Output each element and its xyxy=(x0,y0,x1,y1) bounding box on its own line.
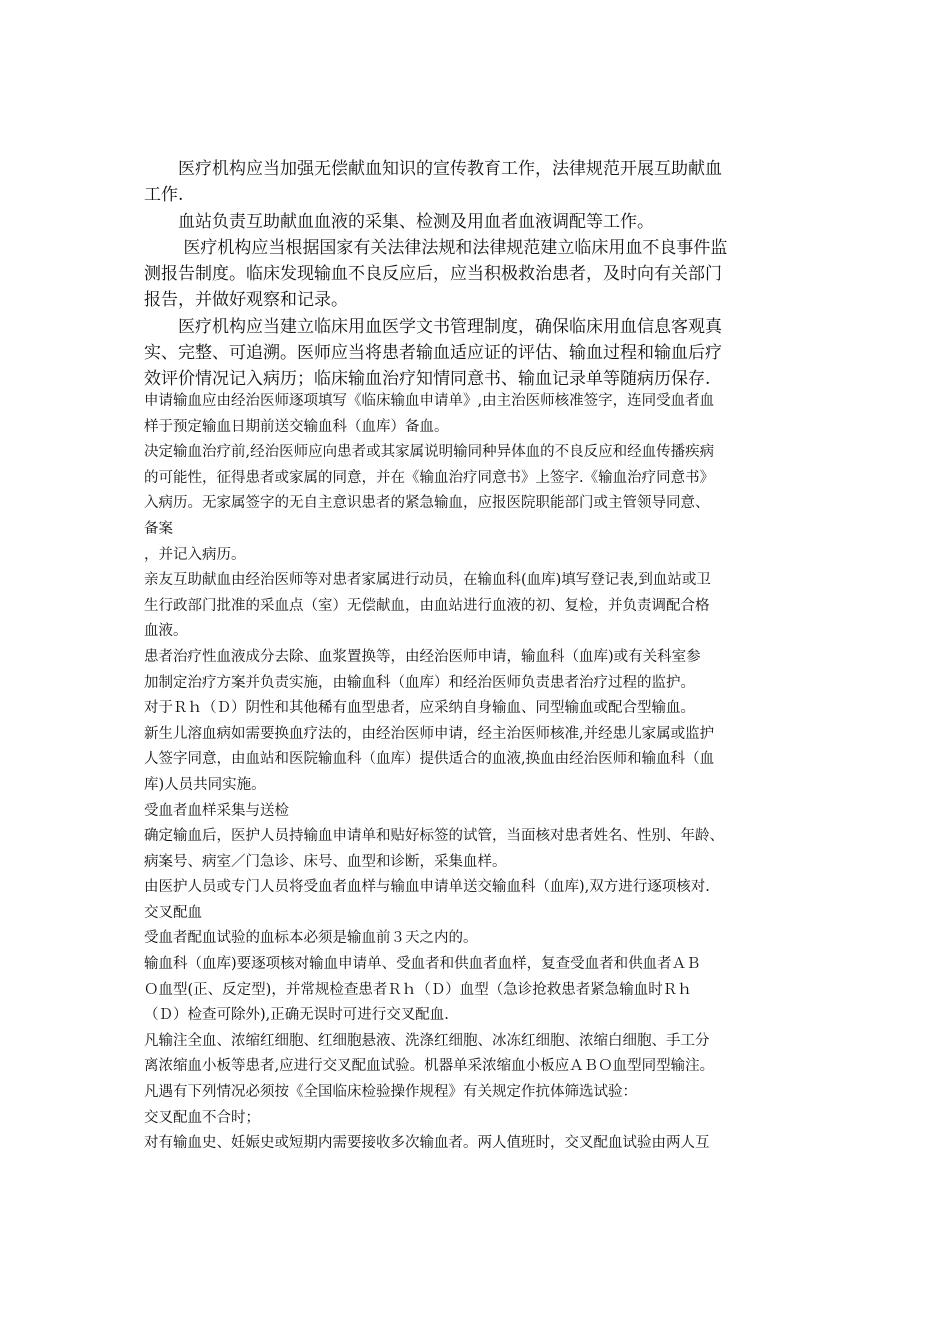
paragraph xyxy=(144,875,824,901)
paragraph xyxy=(144,952,824,1029)
text-line: 凡遇有下列情况必须按《全国临床检验操作规程》有关规定作抗体筛选试验： xyxy=(144,1084,637,1101)
paragraph xyxy=(144,645,824,696)
text-line: 由医护人员或专门人员将受血者血样与输血申请单送交输血科（血库),双方进行逐项核对. xyxy=(144,879,710,896)
paragraph xyxy=(144,1080,824,1106)
text-line: ，并记入病历。 xyxy=(144,546,246,563)
text-line: 库)人员共同实施。 xyxy=(144,776,266,793)
paragraph xyxy=(144,1106,824,1132)
text-line: 申请输血应由经治医师逐项填写《临床输血申请单》,由主治医师核准签字，连同受血者血 xyxy=(144,393,715,409)
paragraph xyxy=(144,209,824,235)
text-line: 对于Ｒｈ（Ｄ）阴性和其他稀有血型患者，应采纳自身输血、同型输血或配合型输血。 xyxy=(144,700,695,717)
text-line: 工作. xyxy=(144,185,184,206)
text-line: Ｏ血型(正、反定型)，并常规检查患者Ｒｈ（Ｄ）血型（急诊抢救患者紧急输血时Ｒｈ xyxy=(144,981,692,998)
text-line: 血站负责互助献血血液的采集、检测及用血者血液调配等工作。 xyxy=(144,211,654,232)
paragraph xyxy=(144,1029,824,1080)
text-line: 受血者配血试验的血标本必须是输血前３天之内的。 xyxy=(144,930,478,947)
text-line: 报告，并做好观察和记录。 xyxy=(144,290,348,311)
text-line: 离浓缩血小板等患者,应进行交叉配血试验。机器单采浓缩血小板应ＡＢＯ血型同型输注。 xyxy=(144,1058,715,1075)
text-line: 医疗机构应当建立临床用血医学文书管理制度，确保临床用血信息客观真 xyxy=(144,316,722,337)
text-line: 血液。 xyxy=(144,623,188,640)
paragraph xyxy=(144,901,824,927)
text-line: 交叉配血不合时； xyxy=(144,1109,260,1126)
body-text-small xyxy=(144,389,824,1157)
text-line: 加制定治疗方案并负责实施，由输血科（血库）和经治医师负责患者治疗过程的监护。 xyxy=(144,674,695,691)
text-line: 凡输注全血、浓缩红细胞、红细胞悬液、洗涤红细胞、冰冻红细胞、浓缩白细胞、手工分 xyxy=(144,1032,710,1049)
paragraph xyxy=(144,389,824,440)
paragraph xyxy=(144,568,824,645)
text-line: 亲友互助献血由经治医师等对患者家属进行动员，在输血科(血库)填写登记表,到血站或卫 xyxy=(144,572,711,589)
text-line: 交叉配血 xyxy=(144,904,202,921)
text-line: 样于预定输血日期前送交输血科（血库）备血。 xyxy=(144,418,449,435)
text-line: 输血科（血库)要逐项核对输血申请单、受血者和供血者血样，复查受血者和供血者ＡＢ xyxy=(144,956,701,973)
paragraph xyxy=(144,440,824,568)
text-line: 备案 xyxy=(144,520,173,537)
text-line: 新生儿溶血病如需要换血疗法的，由经治医师申请，经主治医师核准,并经患儿家属或监护 xyxy=(144,725,715,742)
text-line: 决定输血治疗前,经治医师应向患者或其家属说明输同种异体血的不良反应和经血传播疾病 xyxy=(144,444,715,461)
text-line: 测报告制度。临床发现输血不良反应后，应当积极救治患者，及时向有关部门 xyxy=(144,264,722,285)
text-line: 入病历。无家属签字的无自主意识患者的紧急输血，应报医院职能部门或主管领导同意、 xyxy=(144,495,710,512)
paragraph xyxy=(144,696,824,722)
paragraph xyxy=(144,926,824,952)
paragraph xyxy=(144,156,824,209)
paragraph xyxy=(144,235,824,314)
paragraph xyxy=(144,314,824,393)
text-line: 效评价情况记入病历；临床输血治疗知情同意书、输血记录单等随病历保存. xyxy=(144,369,711,390)
text-line: 受血者血样采集与送检 xyxy=(144,802,289,819)
text-line: 的可能性，征得患者或家属的同意，并在《输血治疗同意书》上签字.《输血治疗同意书》 xyxy=(144,469,715,486)
text-line: 医疗机构应当根据国家有关法律法规和法律规范建立临床用血不良事件监 xyxy=(144,237,728,258)
text-line: 患者治疗性血液成分去除、血浆置换等，由经治医师申请，输血科（血库)或有关科室参 xyxy=(144,648,701,665)
text-line: （Ｄ）检查可除外),正确无误时可进行交叉配血. xyxy=(144,1007,449,1024)
text-line: 病案号、病室／门急诊、床号、血型和诊断，采集血样。 xyxy=(144,853,507,870)
text-line: 生行政部门批准的采血点（室）无偿献血，由血站进行血液的初、复检，并负责调配合格 xyxy=(144,597,710,614)
paragraph xyxy=(144,824,824,875)
text-line: 对有输血史、妊娠史或短期内需要接收多次输血者。两人值班时，交叉配血试验由两人互 xyxy=(144,1135,710,1152)
paragraph xyxy=(144,1131,824,1157)
text-line: 实、完整、可追溯。医师应当将患者输血适应证的评估、输血过程和输血后疗 xyxy=(144,343,722,364)
text-line: 医疗机构应当加强无偿献血知识的宣传教育工作，法律规范开展互助献血 xyxy=(144,159,722,179)
paragraph xyxy=(144,722,824,799)
text-line: 人签字同意，由血站和医院输血科（血库）提供适合的血液,换血由经治医师和输血科（血 xyxy=(144,751,715,768)
paragraph xyxy=(144,799,824,825)
text-line: 确定输血后，医护人员持输血申请单和贴好标签的试管，当面核对患者姓名、性别、年龄、 xyxy=(144,828,724,845)
body-text-large xyxy=(144,156,824,393)
